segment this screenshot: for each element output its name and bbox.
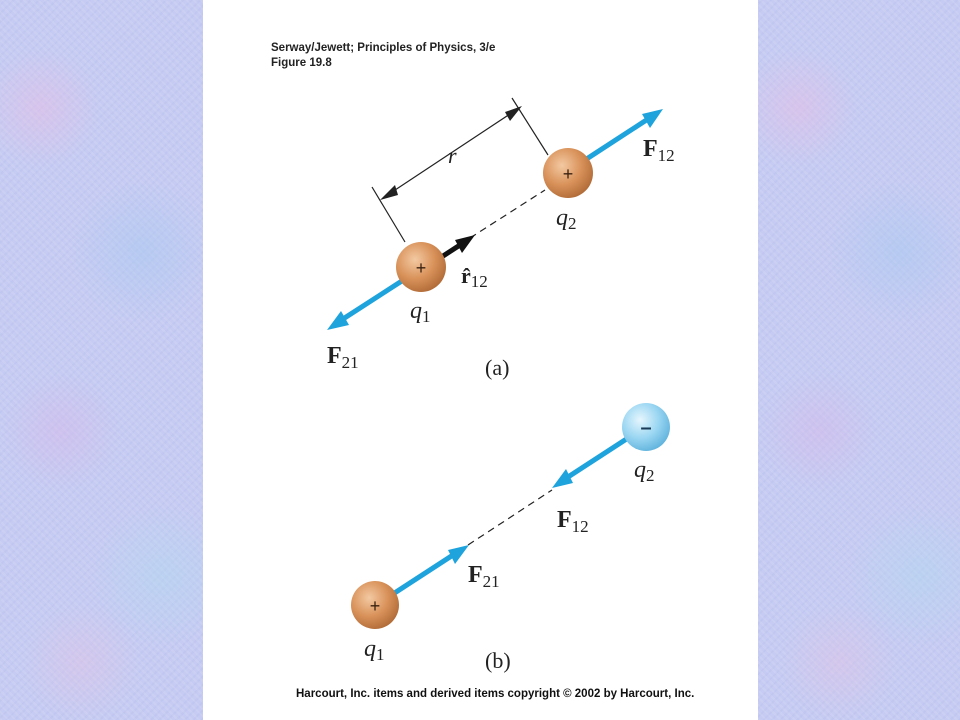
distance-arrowhead-right	[505, 106, 522, 121]
label-q2-a-name: q	[556, 205, 568, 231]
caption-book-title: Serway/Jewett; Principles of Physics, 3/e	[271, 42, 496, 54]
label-q1-a	[410, 298, 431, 326]
part-a-label: (a)	[485, 355, 510, 380]
part-b-label: (b)	[485, 648, 511, 673]
label-f21-b	[468, 562, 500, 591]
label-f21-a	[327, 343, 359, 372]
force-arrow-f21-head-a	[327, 311, 349, 330]
bracket-tick-right	[512, 98, 548, 155]
force-arrow-f12-shaft-b	[568, 438, 628, 477]
label-unit-vector-sub: 12	[470, 272, 488, 291]
caption-figure-number: Figure 19.8	[271, 57, 332, 69]
force-arrow-f12-head-a	[642, 109, 663, 128]
label-q2-b	[634, 457, 655, 485]
force-arrow-f21-shaft-b	[393, 555, 453, 594]
force-arrow-f12-head-b	[552, 469, 573, 488]
charge-q2-sign-a: +	[562, 164, 574, 184]
label-q2-b-name: q	[634, 457, 646, 483]
part-a	[327, 98, 675, 380]
label-q2-a-sub: 2	[568, 214, 577, 233]
label-f12-a	[643, 136, 675, 165]
force-arrow-f21-shaft-a	[343, 277, 408, 319]
force-arrow-f12-shaft-a	[585, 119, 648, 160]
label-f12-b	[557, 507, 589, 536]
label-q1-b-name: q	[364, 636, 376, 662]
separation-dashed-line-a	[470, 190, 545, 238]
force-arrow-f21-head-b	[448, 545, 469, 564]
charge-q1-sign-a: +	[415, 258, 427, 278]
label-unit-vector-name: r̂	[461, 263, 471, 288]
label-q1-b-sub: 1	[376, 645, 385, 664]
label-q1-a-sub: 1	[422, 307, 431, 326]
distance-label: r	[448, 143, 457, 168]
part-b	[351, 403, 670, 673]
charge-q1-sign-b: +	[369, 596, 381, 616]
separation-dashed-line-b	[468, 490, 552, 545]
label-f12-b-sub: 12	[571, 517, 589, 536]
charge-q2-sign-b: –	[640, 417, 652, 439]
label-f12-a-name: F	[643, 136, 658, 162]
label-q2-a	[556, 205, 577, 233]
label-f21-a-name: F	[327, 343, 342, 369]
label-f21-a-sub: 21	[341, 353, 359, 372]
distance-arrowhead-left	[380, 185, 398, 200]
copyright-notice: Harcourt, Inc. items and derived items copyright © 2002 by Harcourt, Inc.	[296, 688, 695, 700]
label-q1-b	[364, 636, 385, 664]
label-f21-b-name: F	[468, 562, 483, 588]
label-f21-b-sub: 21	[482, 572, 500, 591]
label-q1-a-name: q	[410, 298, 422, 324]
label-f12-b-name: F	[557, 507, 572, 533]
unit-vector-head	[455, 235, 475, 253]
label-f12-a-sub: 12	[657, 146, 675, 165]
label-q2-b-sub: 2	[646, 466, 655, 485]
label-unit-vector	[461, 263, 488, 291]
